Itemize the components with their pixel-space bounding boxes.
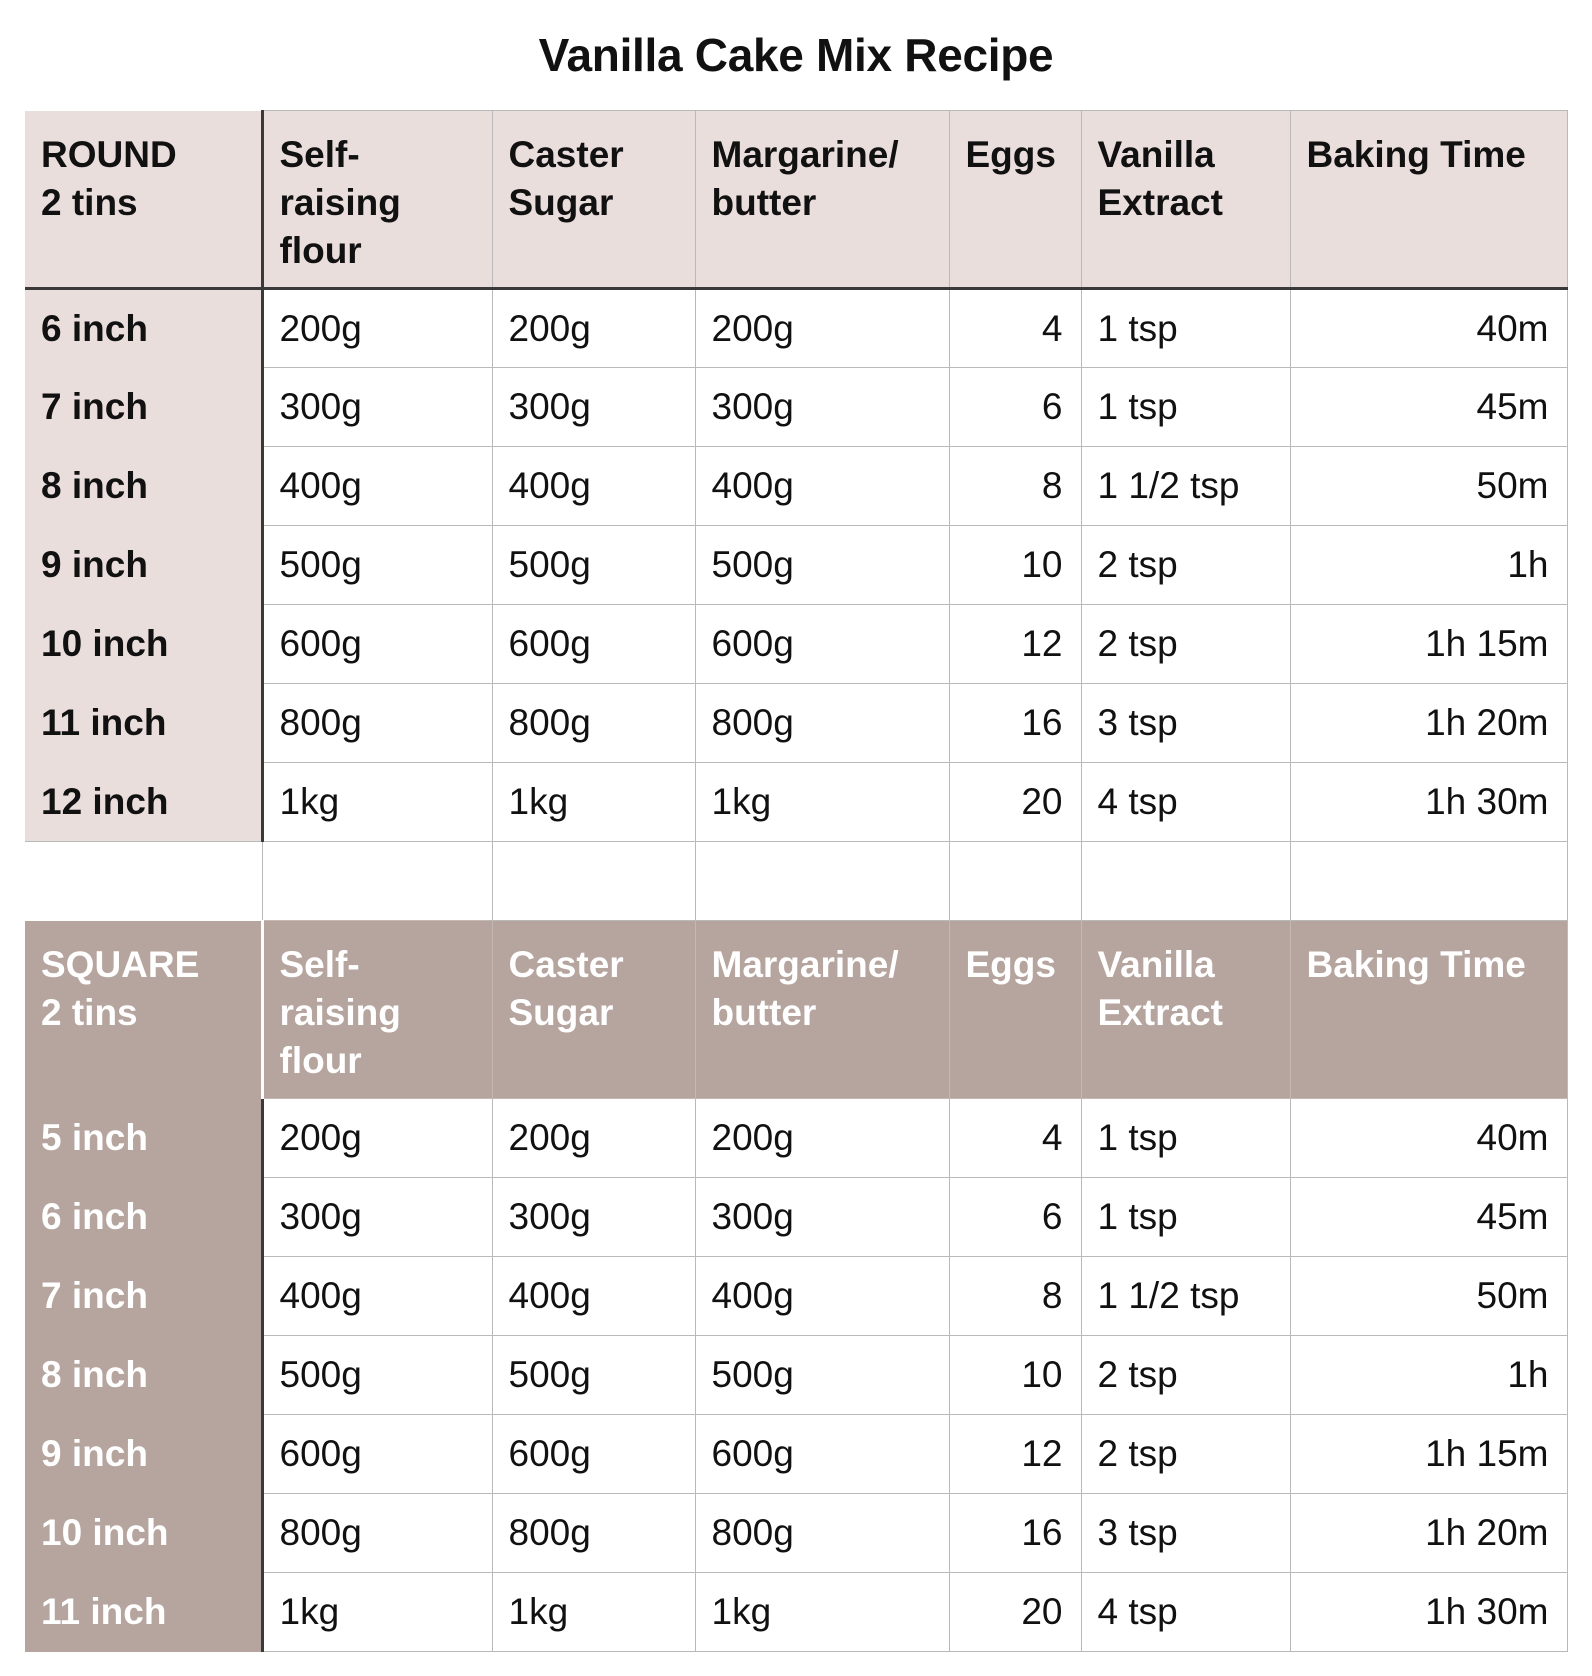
recipe-table	[25, 110, 1568, 1652]
table-row	[25, 1336, 1567, 1415]
table-row	[25, 605, 1567, 684]
sugar-cell: 300g	[492, 368, 695, 447]
flour-header: Self- raising flour	[262, 921, 492, 1099]
vanilla-header: Vanilla Extract	[1081, 921, 1290, 1099]
vanilla-cell: 1 1/2 tsp	[1081, 1257, 1290, 1336]
butter-cell: 600g	[695, 1415, 949, 1494]
sugar-cell: 1kg	[492, 1573, 695, 1652]
table-row	[25, 1415, 1567, 1494]
eggs-cell: 10	[949, 1336, 1081, 1415]
vanilla-cell: 1 1/2 tsp	[1081, 447, 1290, 526]
flour-cell: 200g	[262, 1099, 492, 1178]
flour-cell: 400g	[262, 447, 492, 526]
butter-cell: 500g	[695, 1336, 949, 1415]
eggs-cell: 16	[949, 1494, 1081, 1573]
eggs-header: Eggs	[949, 111, 1081, 289]
table-row	[25, 447, 1567, 526]
baking-time-cell: 1h 15m	[1290, 605, 1567, 684]
vanilla-cell: 3 tsp	[1081, 684, 1290, 763]
baking-time-cell: 1h 15m	[1290, 1415, 1567, 1494]
vanilla-header: Vanilla Extract	[1081, 111, 1290, 289]
spacer-cell	[949, 842, 1081, 921]
flour-cell: 800g	[262, 684, 492, 763]
sugar-cell: 500g	[492, 1336, 695, 1415]
baking-time-cell: 40m	[1290, 289, 1567, 368]
butter-cell: 800g	[695, 684, 949, 763]
vanilla-cell: 2 tsp	[1081, 1415, 1290, 1494]
sugar-header: Caster Sugar	[492, 111, 695, 289]
butter-cell: 200g	[695, 1099, 949, 1178]
butter-cell: 1kg	[695, 763, 949, 842]
spacer-section	[25, 842, 1567, 921]
tin-size-cell: 10 inch	[25, 605, 262, 684]
butter-cell: 400g	[695, 447, 949, 526]
flour-cell: 300g	[262, 1178, 492, 1257]
baking-time-cell: 50m	[1290, 447, 1567, 526]
flour-cell: 1kg	[262, 763, 492, 842]
tin-size-cell: 11 inch	[25, 1573, 262, 1652]
eggs-cell: 16	[949, 684, 1081, 763]
baking-time-cell: 45m	[1290, 368, 1567, 447]
vanilla-cell: 1 tsp	[1081, 1099, 1290, 1178]
tin-size-cell: 12 inch	[25, 763, 262, 842]
sugar-cell: 400g	[492, 447, 695, 526]
flour-cell: 300g	[262, 368, 492, 447]
butter-header: Margarine/ butter	[695, 111, 949, 289]
flour-cell: 500g	[262, 1336, 492, 1415]
sugar-cell: 600g	[492, 1415, 695, 1494]
square-tin-header: SQUARE 2 tins	[25, 921, 262, 1099]
tin-size-cell: 10 inch	[25, 1494, 262, 1573]
table-row	[25, 1099, 1567, 1178]
sugar-cell: 200g	[492, 1099, 695, 1178]
butter-cell: 1kg	[695, 1573, 949, 1652]
butter-cell: 300g	[695, 368, 949, 447]
eggs-cell: 4	[949, 1099, 1081, 1178]
vanilla-cell: 2 tsp	[1081, 526, 1290, 605]
spacer-cell	[695, 842, 949, 921]
baking-time-cell: 1h	[1290, 526, 1567, 605]
butter-cell: 500g	[695, 526, 949, 605]
eggs-cell: 6	[949, 1178, 1081, 1257]
spacer-cell	[25, 842, 262, 921]
baking-time-cell: 1h 20m	[1290, 1494, 1567, 1573]
tin-size-cell: 9 inch	[25, 526, 262, 605]
butter-cell: 400g	[695, 1257, 949, 1336]
tin-size-cell: 8 inch	[25, 1336, 262, 1415]
baking-time-cell: 40m	[1290, 1099, 1567, 1178]
flour-cell: 800g	[262, 1494, 492, 1573]
tin-size-cell: 9 inch	[25, 1415, 262, 1494]
tin-size-cell: 5 inch	[25, 1099, 262, 1178]
baking-time-header: Baking Time	[1290, 921, 1567, 1099]
flour-cell: 600g	[262, 605, 492, 684]
eggs-cell: 6	[949, 368, 1081, 447]
baking-time-cell: 1h 20m	[1290, 684, 1567, 763]
flour-cell: 500g	[262, 526, 492, 605]
baking-time-cell: 1h 30m	[1290, 763, 1567, 842]
spacer-cell	[1290, 842, 1567, 921]
table-row	[25, 684, 1567, 763]
butter-cell: 600g	[695, 605, 949, 684]
tin-size-cell: 7 inch	[25, 368, 262, 447]
baking-time-header: Baking Time	[1290, 111, 1567, 289]
vanilla-cell: 4 tsp	[1081, 1573, 1290, 1652]
tin-size-cell: 8 inch	[25, 447, 262, 526]
eggs-cell: 8	[949, 1257, 1081, 1336]
vanilla-cell: 1 tsp	[1081, 368, 1290, 447]
sugar-cell: 200g	[492, 289, 695, 368]
eggs-cell: 8	[949, 447, 1081, 526]
table-row	[25, 289, 1567, 368]
tin-size-cell: 11 inch	[25, 684, 262, 763]
sugar-cell: 300g	[492, 1178, 695, 1257]
sugar-cell: 800g	[492, 1494, 695, 1573]
spacer-cell	[1081, 842, 1290, 921]
table-row	[25, 368, 1567, 447]
tin-size-cell: 6 inch	[25, 1178, 262, 1257]
tin-size-cell: 6 inch	[25, 289, 262, 368]
flour-cell: 200g	[262, 289, 492, 368]
eggs-cell: 20	[949, 1573, 1081, 1652]
square-header-row	[25, 921, 1567, 1099]
eggs-cell: 12	[949, 1415, 1081, 1494]
eggs-cell: 20	[949, 763, 1081, 842]
butter-cell: 200g	[695, 289, 949, 368]
spacer-cell	[262, 842, 492, 921]
vanilla-cell: 4 tsp	[1081, 763, 1290, 842]
tin-size-cell: 7 inch	[25, 1257, 262, 1336]
spacer-cell	[492, 842, 695, 921]
eggs-cell: 10	[949, 526, 1081, 605]
table-row	[25, 763, 1567, 842]
eggs-header: Eggs	[949, 921, 1081, 1099]
eggs-cell: 12	[949, 605, 1081, 684]
baking-time-cell: 1h 30m	[1290, 1573, 1567, 1652]
spacer-row	[25, 842, 1567, 921]
vanilla-cell: 3 tsp	[1081, 1494, 1290, 1573]
table-row	[25, 526, 1567, 605]
vanilla-cell: 1 tsp	[1081, 1178, 1290, 1257]
flour-header: Self- raising flour	[262, 111, 492, 289]
sugar-header: Caster Sugar	[492, 921, 695, 1099]
page-title: Vanilla Cake Mix Recipe	[538, 29, 1054, 81]
table-row	[25, 1494, 1567, 1573]
flour-cell: 1kg	[262, 1573, 492, 1652]
eggs-cell: 4	[949, 289, 1081, 368]
round-tin-header: ROUND 2 tins	[25, 111, 262, 289]
sugar-cell: 800g	[492, 684, 695, 763]
table-row	[25, 1257, 1567, 1336]
sugar-cell: 400g	[492, 1257, 695, 1336]
square-section	[25, 921, 1567, 1652]
baking-time-cell: 50m	[1290, 1257, 1567, 1336]
butter-cell: 800g	[695, 1494, 949, 1573]
round-section	[25, 111, 1567, 842]
sugar-cell: 1kg	[492, 763, 695, 842]
baking-time-cell: 45m	[1290, 1178, 1567, 1257]
table-row	[25, 1178, 1567, 1257]
butter-cell: 300g	[695, 1178, 949, 1257]
sugar-cell: 600g	[492, 605, 695, 684]
round-header-row	[25, 111, 1567, 289]
butter-header: Margarine/ butter	[695, 921, 949, 1099]
vanilla-cell: 1 tsp	[1081, 289, 1290, 368]
table-row	[25, 1573, 1567, 1652]
vanilla-cell: 2 tsp	[1081, 605, 1290, 684]
sugar-cell: 500g	[492, 526, 695, 605]
flour-cell: 400g	[262, 1257, 492, 1336]
flour-cell: 600g	[262, 1415, 492, 1494]
vanilla-cell: 2 tsp	[1081, 1336, 1290, 1415]
baking-time-cell: 1h	[1290, 1336, 1567, 1415]
